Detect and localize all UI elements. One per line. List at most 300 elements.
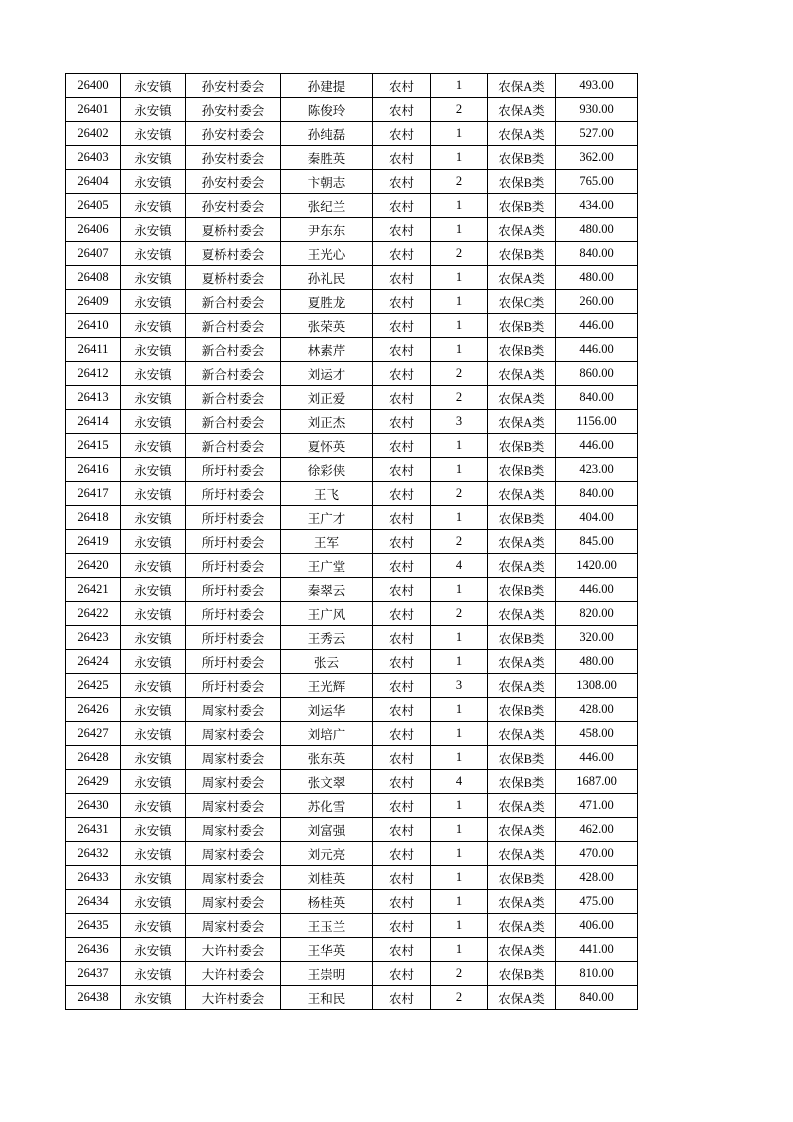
- cell-insurance-category: 农保A类: [488, 266, 556, 290]
- cell-person-name: 张文翠: [281, 770, 373, 794]
- table-row: [66, 146, 638, 170]
- cell-amount: 1156.00: [556, 410, 638, 434]
- cell-record-id: 26436: [66, 938, 121, 962]
- cell-amount: 840.00: [556, 482, 638, 506]
- cell-insurance-category: 农保B类: [488, 506, 556, 530]
- cell-village-committee: 新合村委会: [186, 386, 281, 410]
- cell-town: 永安镇: [121, 578, 186, 602]
- cell-amount: 441.00: [556, 938, 638, 962]
- cell-village-committee: 夏桥村委会: [186, 266, 281, 290]
- cell-person-name: 王秀云: [281, 626, 373, 650]
- table-row: [66, 842, 638, 866]
- cell-insurance-category: 农保B类: [488, 746, 556, 770]
- cell-person-count: 1: [431, 434, 488, 458]
- cell-town: 永安镇: [121, 794, 186, 818]
- cell-record-id: 26406: [66, 218, 121, 242]
- cell-person-name: 夏胜龙: [281, 290, 373, 314]
- cell-person-count: 1: [431, 794, 488, 818]
- cell-village-committee: 周家村委会: [186, 794, 281, 818]
- cell-village-committee: 孙安村委会: [186, 74, 281, 98]
- cell-village-committee: 周家村委会: [186, 722, 281, 746]
- cell-residence-type: 农村: [373, 266, 431, 290]
- table-row: [66, 194, 638, 218]
- cell-insurance-category: 农保B类: [488, 698, 556, 722]
- table-row: [66, 674, 638, 698]
- cell-town: 永安镇: [121, 458, 186, 482]
- table-row: [66, 866, 638, 890]
- cell-record-id: 26427: [66, 722, 121, 746]
- table-row: [66, 314, 638, 338]
- table-row: [66, 986, 638, 1010]
- cell-village-committee: 孙安村委会: [186, 122, 281, 146]
- cell-residence-type: 农村: [373, 170, 431, 194]
- table-row: [66, 242, 638, 266]
- cell-residence-type: 农村: [373, 362, 431, 386]
- cell-town: 永安镇: [121, 674, 186, 698]
- cell-insurance-category: 农保A类: [488, 530, 556, 554]
- cell-person-name: 孙礼民: [281, 266, 373, 290]
- table-row: [66, 530, 638, 554]
- cell-person-count: 1: [431, 74, 488, 98]
- cell-residence-type: 农村: [373, 218, 431, 242]
- table-row: [66, 434, 638, 458]
- cell-residence-type: 农村: [373, 842, 431, 866]
- cell-person-name: 王华英: [281, 938, 373, 962]
- cell-record-id: 26410: [66, 314, 121, 338]
- cell-person-count: 2: [431, 962, 488, 986]
- cell-insurance-category: 农保B类: [488, 146, 556, 170]
- cell-person-name: 刘运华: [281, 698, 373, 722]
- cell-amount: 527.00: [556, 122, 638, 146]
- cell-insurance-category: 农保A类: [488, 218, 556, 242]
- cell-town: 永安镇: [121, 626, 186, 650]
- cell-amount: 930.00: [556, 98, 638, 122]
- cell-town: 永安镇: [121, 506, 186, 530]
- cell-village-committee: 周家村委会: [186, 770, 281, 794]
- cell-residence-type: 农村: [373, 986, 431, 1010]
- cell-town: 永安镇: [121, 266, 186, 290]
- cell-record-id: 26416: [66, 458, 121, 482]
- cell-village-committee: 新合村委会: [186, 290, 281, 314]
- cell-village-committee: 所圩村委会: [186, 482, 281, 506]
- table-row: [66, 554, 638, 578]
- cell-amount: 446.00: [556, 746, 638, 770]
- cell-village-committee: 周家村委会: [186, 698, 281, 722]
- cell-person-count: 4: [431, 554, 488, 578]
- benefits-table-body: [66, 74, 638, 1010]
- cell-person-count: 2: [431, 482, 488, 506]
- cell-village-committee: 所圩村委会: [186, 506, 281, 530]
- cell-insurance-category: 农保B类: [488, 338, 556, 362]
- cell-village-committee: 周家村委会: [186, 866, 281, 890]
- cell-amount: 423.00: [556, 458, 638, 482]
- cell-amount: 320.00: [556, 626, 638, 650]
- cell-person-name: 张荣英: [281, 314, 373, 338]
- cell-insurance-category: 农保B类: [488, 626, 556, 650]
- cell-person-count: 1: [431, 866, 488, 890]
- cell-person-count: 1: [431, 338, 488, 362]
- cell-town: 永安镇: [121, 746, 186, 770]
- cell-town: 永安镇: [121, 842, 186, 866]
- cell-residence-type: 农村: [373, 626, 431, 650]
- table-row: [66, 938, 638, 962]
- cell-amount: 406.00: [556, 914, 638, 938]
- cell-insurance-category: 农保B类: [488, 866, 556, 890]
- cell-person-count: 1: [431, 122, 488, 146]
- cell-record-id: 26402: [66, 122, 121, 146]
- cell-person-name: 张云: [281, 650, 373, 674]
- cell-record-id: 26425: [66, 674, 121, 698]
- cell-record-id: 26430: [66, 794, 121, 818]
- cell-amount: 434.00: [556, 194, 638, 218]
- cell-insurance-category: 农保B类: [488, 770, 556, 794]
- cell-residence-type: 农村: [373, 674, 431, 698]
- cell-insurance-category: 农保B类: [488, 578, 556, 602]
- cell-residence-type: 农村: [373, 530, 431, 554]
- cell-record-id: 26420: [66, 554, 121, 578]
- cell-record-id: 26422: [66, 602, 121, 626]
- cell-town: 永安镇: [121, 698, 186, 722]
- cell-village-committee: 所圩村委会: [186, 602, 281, 626]
- cell-record-id: 26434: [66, 890, 121, 914]
- cell-person-name: 刘培广: [281, 722, 373, 746]
- cell-person-count: 1: [431, 314, 488, 338]
- cell-residence-type: 农村: [373, 866, 431, 890]
- table-row: [66, 578, 638, 602]
- cell-insurance-category: 农保A类: [488, 914, 556, 938]
- cell-person-name: 王广风: [281, 602, 373, 626]
- cell-amount: 480.00: [556, 266, 638, 290]
- cell-record-id: 26413: [66, 386, 121, 410]
- cell-amount: 480.00: [556, 650, 638, 674]
- cell-residence-type: 农村: [373, 410, 431, 434]
- cell-record-id: 26424: [66, 650, 121, 674]
- cell-record-id: 26404: [66, 170, 121, 194]
- cell-person-count: 1: [431, 146, 488, 170]
- cell-village-committee: 大许村委会: [186, 986, 281, 1010]
- cell-town: 永安镇: [121, 290, 186, 314]
- cell-person-name: 张纪兰: [281, 194, 373, 218]
- cell-town: 永安镇: [121, 482, 186, 506]
- cell-amount: 860.00: [556, 362, 638, 386]
- cell-record-id: 26409: [66, 290, 121, 314]
- table-row: [66, 818, 638, 842]
- cell-insurance-category: 农保A类: [488, 386, 556, 410]
- cell-village-committee: 新合村委会: [186, 314, 281, 338]
- cell-amount: 446.00: [556, 578, 638, 602]
- cell-amount: 404.00: [556, 506, 638, 530]
- cell-person-count: 1: [431, 842, 488, 866]
- cell-town: 永安镇: [121, 938, 186, 962]
- cell-town: 永安镇: [121, 314, 186, 338]
- cell-residence-type: 农村: [373, 770, 431, 794]
- cell-record-id: 26403: [66, 146, 121, 170]
- table-row: [66, 362, 638, 386]
- cell-amount: 260.00: [556, 290, 638, 314]
- table-row: [66, 482, 638, 506]
- table-row: [66, 722, 638, 746]
- cell-person-name: 苏化雪: [281, 794, 373, 818]
- cell-residence-type: 农村: [373, 890, 431, 914]
- cell-record-id: 26400: [66, 74, 121, 98]
- cell-village-committee: 所圩村委会: [186, 530, 281, 554]
- cell-amount: 1420.00: [556, 554, 638, 578]
- cell-insurance-category: 农保A类: [488, 890, 556, 914]
- cell-record-id: 26433: [66, 866, 121, 890]
- cell-person-count: 2: [431, 602, 488, 626]
- cell-amount: 1308.00: [556, 674, 638, 698]
- cell-town: 永安镇: [121, 962, 186, 986]
- cell-record-id: 26435: [66, 914, 121, 938]
- table-row: [66, 794, 638, 818]
- cell-village-committee: 新合村委会: [186, 434, 281, 458]
- cell-town: 永安镇: [121, 866, 186, 890]
- cell-village-committee: 所圩村委会: [186, 458, 281, 482]
- cell-village-committee: 所圩村委会: [186, 674, 281, 698]
- cell-residence-type: 农村: [373, 818, 431, 842]
- cell-insurance-category: 农保A类: [488, 362, 556, 386]
- table-row: [66, 458, 638, 482]
- cell-person-name: 王光辉: [281, 674, 373, 698]
- cell-person-count: 3: [431, 410, 488, 434]
- table-row: [66, 98, 638, 122]
- cell-person-name: 王广堂: [281, 554, 373, 578]
- cell-residence-type: 农村: [373, 794, 431, 818]
- cell-person-name: 陈俊玲: [281, 98, 373, 122]
- cell-record-id: 26414: [66, 410, 121, 434]
- cell-person-name: 孙纯磊: [281, 122, 373, 146]
- cell-village-committee: 所圩村委会: [186, 554, 281, 578]
- cell-person-name: 王光心: [281, 242, 373, 266]
- cell-village-committee: 孙安村委会: [186, 170, 281, 194]
- cell-record-id: 26408: [66, 266, 121, 290]
- cell-person-count: 1: [431, 938, 488, 962]
- cell-person-count: 1: [431, 218, 488, 242]
- cell-town: 永安镇: [121, 914, 186, 938]
- cell-insurance-category: 农保A类: [488, 602, 556, 626]
- cell-insurance-category: 农保B类: [488, 458, 556, 482]
- cell-insurance-category: 农保A类: [488, 554, 556, 578]
- cell-person-count: 1: [431, 650, 488, 674]
- table-row: [66, 386, 638, 410]
- cell-person-name: 卞朝志: [281, 170, 373, 194]
- cell-person-count: 3: [431, 674, 488, 698]
- cell-person-count: 1: [431, 890, 488, 914]
- cell-person-name: 王军: [281, 530, 373, 554]
- cell-insurance-category: 农保B类: [488, 170, 556, 194]
- cell-amount: 471.00: [556, 794, 638, 818]
- cell-record-id: 26426: [66, 698, 121, 722]
- cell-person-name: 徐彩侠: [281, 458, 373, 482]
- cell-person-name: 尹东东: [281, 218, 373, 242]
- cell-insurance-category: 农保C类: [488, 290, 556, 314]
- cell-town: 永安镇: [121, 722, 186, 746]
- cell-record-id: 26432: [66, 842, 121, 866]
- cell-amount: 362.00: [556, 146, 638, 170]
- cell-record-id: 26428: [66, 746, 121, 770]
- cell-residence-type: 农村: [373, 434, 431, 458]
- cell-person-count: 1: [431, 578, 488, 602]
- cell-amount: 845.00: [556, 530, 638, 554]
- cell-town: 永安镇: [121, 362, 186, 386]
- table-row: [66, 266, 638, 290]
- cell-person-name: 刘正爱: [281, 386, 373, 410]
- cell-town: 永安镇: [121, 146, 186, 170]
- cell-town: 永安镇: [121, 338, 186, 362]
- cell-village-committee: 新合村委会: [186, 338, 281, 362]
- cell-residence-type: 农村: [373, 506, 431, 530]
- cell-village-committee: 所圩村委会: [186, 650, 281, 674]
- cell-record-id: 26418: [66, 506, 121, 530]
- cell-amount: 446.00: [556, 314, 638, 338]
- cell-town: 永安镇: [121, 122, 186, 146]
- table-row: [66, 914, 638, 938]
- cell-town: 永安镇: [121, 434, 186, 458]
- cell-residence-type: 农村: [373, 482, 431, 506]
- cell-person-count: 1: [431, 290, 488, 314]
- cell-person-count: 1: [431, 266, 488, 290]
- cell-residence-type: 农村: [373, 458, 431, 482]
- cell-amount: 493.00: [556, 74, 638, 98]
- table-row: [66, 698, 638, 722]
- cell-residence-type: 农村: [373, 74, 431, 98]
- cell-amount: 458.00: [556, 722, 638, 746]
- cell-person-name: 刘运才: [281, 362, 373, 386]
- cell-residence-type: 农村: [373, 962, 431, 986]
- cell-residence-type: 农村: [373, 554, 431, 578]
- cell-residence-type: 农村: [373, 650, 431, 674]
- cell-village-committee: 周家村委会: [186, 818, 281, 842]
- cell-town: 永安镇: [121, 386, 186, 410]
- cell-person-count: 2: [431, 362, 488, 386]
- cell-town: 永安镇: [121, 986, 186, 1010]
- cell-person-count: 1: [431, 818, 488, 842]
- cell-amount: 462.00: [556, 818, 638, 842]
- table-row: [66, 290, 638, 314]
- cell-village-committee: 所圩村委会: [186, 626, 281, 650]
- cell-amount: 446.00: [556, 434, 638, 458]
- cell-person-name: 秦翠云: [281, 578, 373, 602]
- cell-record-id: 26437: [66, 962, 121, 986]
- cell-insurance-category: 农保A类: [488, 722, 556, 746]
- cell-amount: 765.00: [556, 170, 638, 194]
- table-row: [66, 74, 638, 98]
- cell-amount: 480.00: [556, 218, 638, 242]
- cell-record-id: 26412: [66, 362, 121, 386]
- cell-person-name: 刘桂英: [281, 866, 373, 890]
- cell-record-id: 26407: [66, 242, 121, 266]
- table-row: [66, 650, 638, 674]
- cell-person-name: 王广才: [281, 506, 373, 530]
- cell-person-count: 4: [431, 770, 488, 794]
- table-row: [66, 410, 638, 434]
- cell-residence-type: 农村: [373, 722, 431, 746]
- cell-residence-type: 农村: [373, 194, 431, 218]
- cell-amount: 840.00: [556, 386, 638, 410]
- cell-residence-type: 农村: [373, 242, 431, 266]
- cell-village-committee: 大许村委会: [186, 962, 281, 986]
- cell-person-count: 1: [431, 626, 488, 650]
- cell-person-name: 孙建提: [281, 74, 373, 98]
- cell-person-name: 王玉兰: [281, 914, 373, 938]
- cell-residence-type: 农村: [373, 146, 431, 170]
- cell-record-id: 26417: [66, 482, 121, 506]
- cell-insurance-category: 农保B类: [488, 194, 556, 218]
- cell-village-committee: 周家村委会: [186, 842, 281, 866]
- cell-residence-type: 农村: [373, 314, 431, 338]
- cell-town: 永安镇: [121, 218, 186, 242]
- cell-record-id: 26431: [66, 818, 121, 842]
- cell-person-name: 秦胜英: [281, 146, 373, 170]
- cell-record-id: 26438: [66, 986, 121, 1010]
- cell-town: 永安镇: [121, 170, 186, 194]
- cell-insurance-category: 农保A类: [488, 842, 556, 866]
- cell-record-id: 26421: [66, 578, 121, 602]
- table-row: [66, 218, 638, 242]
- cell-town: 永安镇: [121, 242, 186, 266]
- table-row: [66, 962, 638, 986]
- cell-person-name: 林素芹: [281, 338, 373, 362]
- cell-village-committee: 周家村委会: [186, 746, 281, 770]
- cell-town: 永安镇: [121, 602, 186, 626]
- cell-person-name: 王和民: [281, 986, 373, 1010]
- cell-amount: 428.00: [556, 866, 638, 890]
- cell-record-id: 26423: [66, 626, 121, 650]
- cell-person-count: 2: [431, 530, 488, 554]
- cell-village-committee: 新合村委会: [186, 410, 281, 434]
- cell-amount: 1687.00: [556, 770, 638, 794]
- cell-amount: 446.00: [556, 338, 638, 362]
- table-row: [66, 506, 638, 530]
- table-row: [66, 746, 638, 770]
- cell-residence-type: 农村: [373, 338, 431, 362]
- cell-person-name: 刘富强: [281, 818, 373, 842]
- cell-record-id: 26415: [66, 434, 121, 458]
- cell-person-count: 1: [431, 722, 488, 746]
- cell-amount: 475.00: [556, 890, 638, 914]
- cell-town: 永安镇: [121, 818, 186, 842]
- cell-town: 永安镇: [121, 98, 186, 122]
- cell-town: 永安镇: [121, 770, 186, 794]
- cell-person-count: 1: [431, 506, 488, 530]
- cell-record-id: 26401: [66, 98, 121, 122]
- cell-residence-type: 农村: [373, 578, 431, 602]
- cell-person-name: 张东英: [281, 746, 373, 770]
- cell-village-committee: 所圩村委会: [186, 578, 281, 602]
- cell-insurance-category: 农保B类: [488, 962, 556, 986]
- cell-amount: 470.00: [556, 842, 638, 866]
- cell-amount: 840.00: [556, 242, 638, 266]
- cell-town: 永安镇: [121, 194, 186, 218]
- cell-insurance-category: 农保A类: [488, 794, 556, 818]
- table-row: [66, 770, 638, 794]
- cell-village-committee: 大许村委会: [186, 938, 281, 962]
- cell-insurance-category: 农保B类: [488, 314, 556, 338]
- cell-insurance-category: 农保A类: [488, 98, 556, 122]
- cell-insurance-category: 农保A类: [488, 938, 556, 962]
- cell-amount: 428.00: [556, 698, 638, 722]
- cell-insurance-category: 农保A类: [488, 482, 556, 506]
- table-row: [66, 626, 638, 650]
- cell-village-committee: 周家村委会: [186, 890, 281, 914]
- cell-record-id: 26429: [66, 770, 121, 794]
- cell-residence-type: 农村: [373, 746, 431, 770]
- cell-insurance-category: 农保B类: [488, 434, 556, 458]
- cell-town: 永安镇: [121, 890, 186, 914]
- cell-person-count: 2: [431, 386, 488, 410]
- cell-residence-type: 农村: [373, 914, 431, 938]
- cell-person-count: 1: [431, 194, 488, 218]
